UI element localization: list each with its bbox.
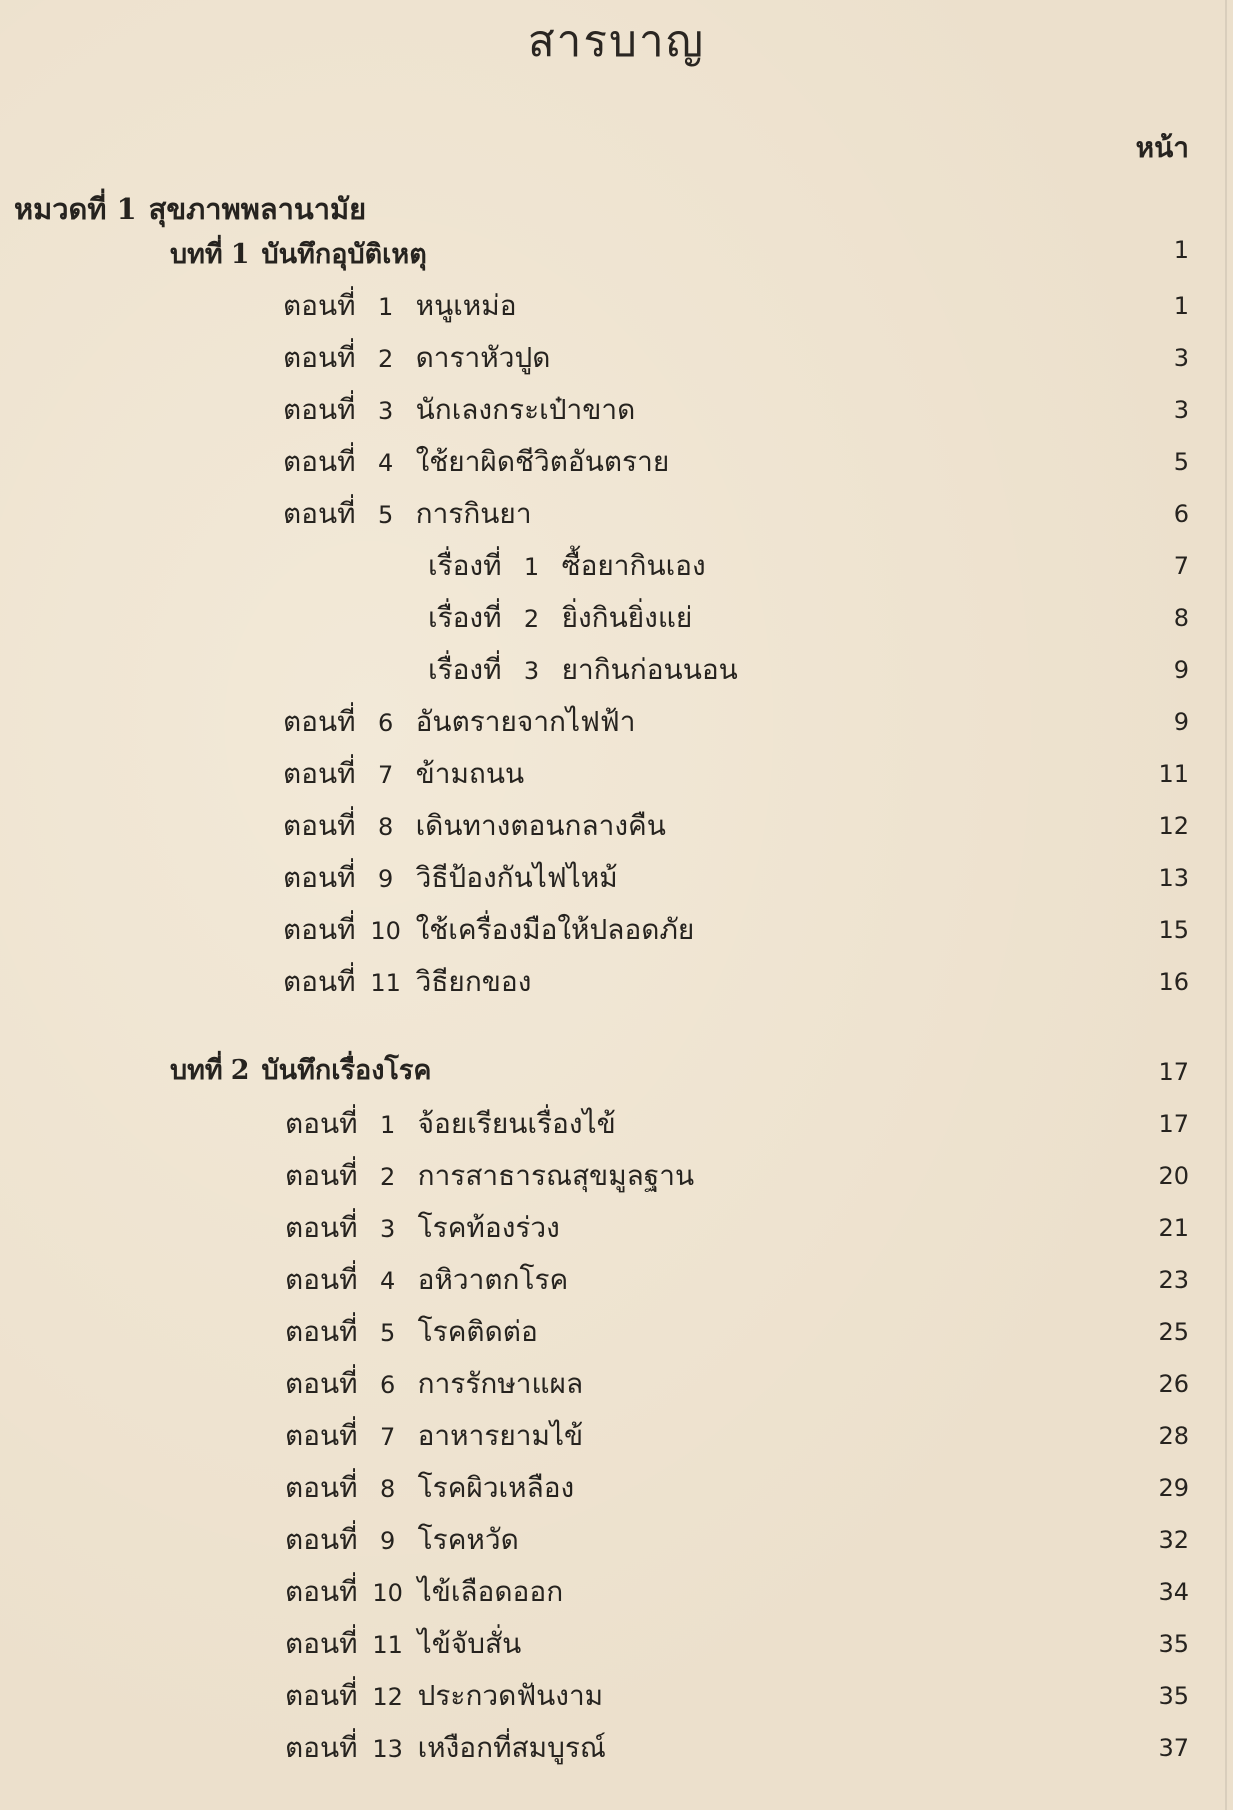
entry-label: ตอนที่ <box>285 1367 358 1400</box>
chapter-heading <box>170 1048 431 1091</box>
entry-title: หนูเหม่อ <box>415 289 517 322</box>
entry-number: 3 <box>377 397 394 425</box>
entry-number: 2 <box>523 605 540 633</box>
entry-number: 2 <box>377 345 394 373</box>
entry-page-number: 9 <box>1173 708 1189 736</box>
toc-subentry <box>428 644 738 696</box>
entry-label: ตอนที่ <box>283 861 356 894</box>
entry-title: ยิ่งกินยิ่งแย่ <box>561 601 693 634</box>
entry-page-number: 3 <box>1173 396 1189 424</box>
page-fold-shadow <box>1225 0 1227 1810</box>
entry-number: 9 <box>379 1527 396 1555</box>
entry-label: ตอนที่ <box>285 1211 358 1244</box>
entry-page-number: 32 <box>1158 1526 1189 1554</box>
entry-label: ตอนที่ <box>283 497 356 530</box>
toc-entry <box>283 280 517 332</box>
toc-entry <box>285 1722 606 1774</box>
toc-entry <box>283 384 635 436</box>
entry-title: การรักษาแผล <box>417 1367 584 1400</box>
toc-entry <box>285 1150 694 1202</box>
chapter-label: บทที่ <box>170 239 223 270</box>
entry-number: 4 <box>379 1267 396 1295</box>
entry-label: ตอนที่ <box>285 1679 358 1712</box>
entry-label: ตอนที่ <box>283 705 356 738</box>
toc-entry <box>283 436 669 488</box>
entry-number: 9 <box>377 865 394 893</box>
entry-number: 10 <box>370 917 401 945</box>
entry-number: 8 <box>379 1475 396 1503</box>
entry-label: ตอนที่ <box>285 1471 358 1504</box>
entry-number: 3 <box>523 657 540 685</box>
toc-entry <box>283 852 618 904</box>
entry-number: 11 <box>372 1631 403 1659</box>
entry-title: วิธีป้องกันไฟไหม้ <box>415 861 618 894</box>
entry-page-number: 13 <box>1158 864 1189 892</box>
entry-page-number: 3 <box>1173 344 1189 372</box>
entry-page-number: 21 <box>1158 1214 1189 1242</box>
entry-title: เดินทางตอนกลางคืน <box>415 809 666 842</box>
entry-title: อาหารยามไข้ <box>417 1419 584 1452</box>
entry-title: การกินยา <box>415 497 532 530</box>
entry-number: 8 <box>377 813 394 841</box>
entry-label: ตอนที่ <box>283 965 356 998</box>
entry-page-number: 28 <box>1158 1422 1189 1450</box>
entry-title: นักเลงกระเป๋าขาด <box>415 393 636 426</box>
toc-entry <box>285 1202 560 1254</box>
entry-label: ตอนที่ <box>283 341 356 374</box>
entry-title: อหิวาตกโรค <box>417 1263 569 1296</box>
entry-label: ตอนที่ <box>285 1523 358 1556</box>
entry-title: ข้ามถนน <box>415 757 525 790</box>
entry-number: 1 <box>523 553 540 581</box>
entry-title: ไข้เลือดออก <box>417 1575 564 1608</box>
entry-label: เรื่องที่ <box>428 601 502 634</box>
entry-label: เรื่องที่ <box>428 549 502 582</box>
entry-page-number: 34 <box>1158 1578 1189 1606</box>
entry-number: 6 <box>377 709 394 737</box>
entry-page-number: 1 <box>1173 292 1189 320</box>
toc-subentry <box>428 540 706 592</box>
toc-entry <box>283 696 635 748</box>
toc-entry <box>285 1358 583 1410</box>
entry-label: ตอนที่ <box>285 1107 358 1140</box>
chapter-page-number: 17 <box>1158 1058 1189 1086</box>
entry-number: 4 <box>377 449 394 477</box>
entry-number: 3 <box>379 1215 396 1243</box>
entry-title: ยากินก่อนนอน <box>561 653 738 686</box>
chapter-title: บันทึกเรื่องโรค <box>261 1055 432 1086</box>
section-number: 1 <box>116 192 137 226</box>
entry-page-number: 29 <box>1158 1474 1189 1502</box>
page-title: สารบาญ <box>527 16 706 67</box>
entry-page-number: 35 <box>1158 1630 1189 1658</box>
section-title: สุขภาพพลานามัย <box>148 192 367 226</box>
entry-label: ตอนที่ <box>283 393 356 426</box>
toc-entry <box>283 904 694 956</box>
toc-entry <box>285 1098 616 1150</box>
entry-page-number: 35 <box>1158 1682 1189 1710</box>
chapter-number: 1 <box>230 239 250 270</box>
entry-page-number: 25 <box>1158 1318 1189 1346</box>
entry-page-number: 9 <box>1173 656 1189 684</box>
entry-page-number: 17 <box>1158 1110 1189 1138</box>
section-label: หมวดที่ <box>14 192 107 226</box>
toc-entry <box>285 1254 568 1306</box>
entry-title: เหงือกที่สมบูรณ์ <box>417 1731 606 1764</box>
entry-label: ตอนที่ <box>283 913 356 946</box>
entry-number: 11 <box>370 969 401 997</box>
entry-label: ตอนที่ <box>283 445 356 478</box>
toc-entry <box>285 1462 574 1514</box>
chapter-number: 2 <box>230 1055 250 1086</box>
entry-page-number: 11 <box>1158 760 1189 788</box>
entry-page-number: 7 <box>1173 552 1189 580</box>
entry-label: ตอนที่ <box>283 289 356 322</box>
entry-title: จ้อยเรียนเรื่องไข้ <box>417 1107 616 1140</box>
toc-entry <box>283 800 666 852</box>
entry-title: ดาราหัวปูด <box>415 341 551 374</box>
chapter-label: บทที่ <box>170 1055 223 1086</box>
entry-number: 7 <box>377 761 394 789</box>
entry-number: 13 <box>372 1735 403 1763</box>
entry-title: ไข้จับสั่น <box>417 1627 522 1660</box>
entry-page-number: 26 <box>1158 1370 1189 1398</box>
toc-entry <box>283 748 524 800</box>
entry-title: โรคหวัด <box>417 1523 519 1556</box>
entry-label: ตอนที่ <box>285 1419 358 1452</box>
entry-number: 10 <box>372 1579 403 1607</box>
toc-entry <box>285 1670 603 1722</box>
entry-title: ซื้อยากินเอง <box>561 549 706 582</box>
entry-page-number: 20 <box>1158 1162 1189 1190</box>
toc-entry <box>285 1410 583 1462</box>
entry-number: 12 <box>372 1683 403 1711</box>
entry-page-number: 5 <box>1173 448 1189 476</box>
entry-number: 2 <box>379 1163 396 1191</box>
toc-entry <box>283 332 550 384</box>
entry-label: ตอนที่ <box>285 1731 358 1764</box>
entry-title: การสาธารณสุขมูลฐาน <box>417 1159 695 1192</box>
section-heading <box>14 186 366 232</box>
toc-entry <box>283 488 532 540</box>
entry-number: 1 <box>377 293 394 321</box>
entry-label: ตอนที่ <box>285 1575 358 1608</box>
toc-entry <box>285 1306 538 1358</box>
chapter-heading <box>170 232 427 275</box>
entry-title: โรคท้องร่วง <box>417 1211 560 1244</box>
entry-title: อันตรายจากไฟฟ้า <box>415 705 636 738</box>
entry-title: ใช้ยาผิดชีวิตอันตราย <box>415 445 670 478</box>
toc-subentry <box>428 592 692 644</box>
entry-label: ตอนที่ <box>283 757 356 790</box>
chapter-page-number: 1 <box>1173 236 1189 264</box>
entry-label: ตอนที่ <box>285 1315 358 1348</box>
entry-label: เรื่องที่ <box>428 653 502 686</box>
entry-label: ตอนที่ <box>283 809 356 842</box>
entry-label: ตอนที่ <box>285 1159 358 1192</box>
entry-page-number: 16 <box>1158 968 1189 996</box>
entry-page-number: 15 <box>1158 916 1189 944</box>
toc-entry <box>283 956 531 1008</box>
entry-number: 7 <box>379 1423 396 1451</box>
entry-number: 1 <box>379 1111 396 1139</box>
entry-page-number: 6 <box>1173 500 1189 528</box>
entry-label: ตอนที่ <box>285 1263 358 1296</box>
page-column-header: หน้า <box>1135 131 1189 164</box>
entry-title: วิธียกของ <box>415 965 532 998</box>
entry-number: 5 <box>379 1319 396 1347</box>
entry-page-number: 37 <box>1158 1734 1189 1762</box>
entry-number: 6 <box>379 1371 396 1399</box>
toc-entry <box>285 1618 521 1670</box>
toc-entry <box>285 1514 519 1566</box>
entry-label: ตอนที่ <box>285 1627 358 1660</box>
entry-title: โรคผิวเหลือง <box>417 1471 575 1504</box>
entry-number: 5 <box>377 501 394 529</box>
entry-title: โรคติดต่อ <box>417 1315 538 1348</box>
chapter-title: บันทึกอุบัติเหตุ <box>261 239 427 270</box>
entry-page-number: 8 <box>1173 604 1189 632</box>
toc-entry <box>285 1566 563 1618</box>
entry-title: ประกวดฟันงาม <box>417 1679 604 1712</box>
entry-page-number: 23 <box>1158 1266 1189 1294</box>
entry-title: ใช้เครื่องมือให้ปลอดภัย <box>415 913 695 946</box>
entry-page-number: 12 <box>1158 812 1189 840</box>
